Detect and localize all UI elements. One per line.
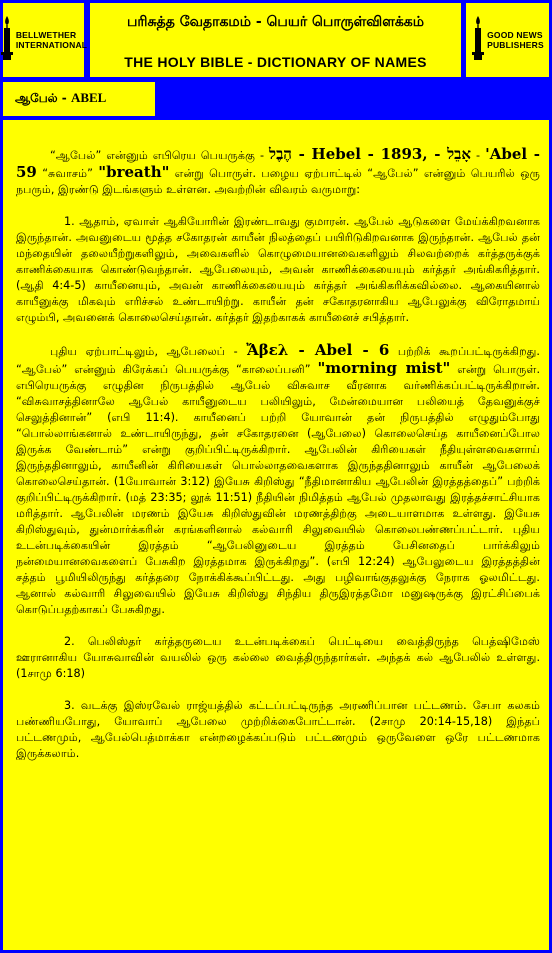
logo-line-2: PUBLISHERS [487,40,544,50]
intro-paragraph [16,146,540,198]
paragraph-4: 3. வடக்கு இஸ்ரவேல் ராஜ்யத்தில் கட்டப்பட்டிருந்த அரணிப்பான பட்டணம். சேபா கலகம் பண்ணியபோது, யோவாப் ஆபேலை முற்றிக்கைபோட்டான். (2சாமு 20:14-15,18) இந்தப் பட்டணமும், ஆபேல்பெத்மாக்கா என்றழைக்கப்படும் பட்டணமும் ஒருவேளை ஒரே பட்டணமாக இருக்கலாம். [16,699,540,760]
logo-line-2: INTERNATIONAL [15,40,88,50]
hebrew-word-2: אָבֵל [447,145,472,163]
strong-number: 'Abel - 59 [16,145,540,181]
para2-text: பற்றிக் கூறப்பட்டிருக்கிறது. “ஆபேல்” என்னும் கிரேக்கப் பெயருக்கு “காலைப்பனி” [16,345,540,376]
para2-text: என்று பொருள். எபிரெயருக்கு எழுதின நிருபத்தில் ஆபேல் விசுவாச வீரனாக வர்ணிக்கப்பட்டிருக்கிறான். “விசுவாசத்தினாலே ஆபேல் காயீனுடைய பலியிலும், மேன்மையான பலியைத் தேவனுக்குச் செலுத்தினான்” (எபி 11:4). காயீனைப் பற்றி யோவான் தன் நிருபத்தில் எழுதும்போது “பொல்லாங்கனால் உண்டாயிருந்து, தன் சகோதரனை (ஆபேலை) கொலைசெய்த காயீனைப்போல இருக்க வேண்டாம்” என்று குறிப்பிட்டிருக்கிறார். ஆபேலின் கிரியைகள் நீதியுள்ளவைகளாய் இருந்ததினாலும், காயீனின் கிரியைகள் பொல்லாதவைகளாக இருந்ததினாலும் காயீன் ஆபேலைக் கொலைசெய்தான். (1யோவான் 3:12) இயேசு கிறிஸ்து “நீதிமானாகிய ஆபேலின் இரத்தத்தைப்” பற்றிக் குறிப்பிட்டிருக்கிறார். (மத் 23:35; லூக் 11:51) நீதியின் நிமித்தம் ஆபேல் முதலாவது இரத்தச்சாட்சியாக மரித்தார். ஆபேலின் மரணம் இயேசு கிறிஸ்துவின் மரணத்திற்கு அடையாளமாக உள்ளது. இயேசு கிறிஸ்துவும், துன்மார்க்கரின் கரங்களினால் கல்வாரி சிலுவையில் கொலைபண்ணப்பட்டார். புதிய உடன்படிக்கையின் இரத்தம் “ஆபேலினுடைய இரத்தம் பேசினதைப் பார்க்கிலும் நன்மையானவைகளைப் பேசுகிற இரத்தமாக இருக்கிறது”. (எபி 12:24) ஆபேலுடைய இரத்தத்தின் சத்தம் பூமியிலிருந்து கர்த்தரை நோக்கிக்கூப்பிட்டது. அது பழிவாங்குதலுக்கு நேராக ஓலமிட்டது. ஆனால் கல்வாரி சிலுவையில் இயேசு கிறிஸ்து சிந்திய திருஇரத்தமோ மனுஷருக்கு இரட்சிப்பைக் கொடுப்பதற்காகப் பேசுகிறது. [16,363,540,616]
good-news-logo [466,3,549,77]
greek-word: Ἄβελ [246,341,289,359]
intro-text: “ஆபேல்” என்னும் எபிரெய பெயருக்கு - [50,149,270,162]
logo-line-1: GOOD NEWS [487,30,543,40]
meaning-english: "morning mist" [317,359,451,377]
paragraph-3: 2. பெலிஸ்தர் கர்த்தருடைய உடன்படிக்கைப் பெட்டியை வைத்திருந்த பெத்ஷிமேஸ் ஊரானாகிய யோசுவாவின் வயலில் ஒரு கல்லை வைத்திருந்தார்கள். அந்தக் கல் ஆபேலில் உள்ளது. (1சாமு 6:18) [16,635,540,680]
title-english: THE HOLY BIBLE - DICTIONARY OF NAMES [124,54,427,70]
para2-text: புதிய ஏற்பாட்டிலும், ஆபேலைப் - [50,345,247,358]
greek-transliteration: - Abel - 6 [288,341,390,359]
paragraph-1: 1. ஆதாம், ஏவாள் ஆகியோரின் இரண்டாவது குமாரன். ஆபேல் ஆடுகளை மேய்க்கிறவனாக இருந்தான். அவனுடைய மூத்த சகோதரன் காயீன் நிலத்தைப் பயிரிடுகிறவனாக இருந்தான். ஆபேல் தன் மந்தையின் தலையீற்றுகளிலும், அவைகளில் கொழுமையானவைகளிலும் சிலவற்றைக் கர்த்தருக்குக் காணிக்கையாக கொண்டுவந்தான். ஆபேலையும், அவன் காணிக்கையையும் கர்த்தர் அங்கிகரித்தார். (ஆதி 4:4-5) காயீனையும், அவன் காணிக்கையையும் கர்த்தர் அங்கிகரிக்கவில்லை. ஆகையினால் காயீனுக்கு மிகவும் எரிச்சல் உண்டாயிற்று. காயீன் தன் சகோதரனாகிய ஆபேலுக்கு விரோதமாய் எழும்பி, அவனைக் கொலைசெய்தான். கர்த்தர் இதற்காகக் காயீனைச் சபித்தார். [16,215,540,324]
entry-heading [15,90,106,107]
heading-english: ABEL [70,90,107,105]
entry-body [16,146,540,762]
candle-icon [0,14,14,66]
title-banner [90,3,461,77]
intro-text: - [471,149,486,162]
heading-tamil: ஆபேல் - [15,91,67,105]
intro-text: என்று பொருள். பழைய ஏற்பாட்டில் “ஆபேல்” என்னும் பெயரில் ஒரு நபரும், இரண்டு இடங்களும் உள்ளன. அவற்றின் விவரம் வருமாறு: [16,167,540,196]
bellwether-logo [3,3,88,77]
title-tamil: பரிசுத்த வேதாகமம் - பெயர் பொருள்விளக்கம் [126,14,425,30]
hebrew-transliteration: - Hebel - 1893, - [291,145,448,163]
entry-content [3,120,549,950]
intro-text: “சுவாசம்” [36,167,99,180]
hebrew-word: הֶבֶל [269,145,292,163]
entry-heading-box [3,82,155,116]
paragraph-2 [16,342,540,618]
logo-line-1: BELLWETHER [15,30,77,40]
candle-icon [471,14,485,66]
meaning-english: "breath" [98,163,170,181]
